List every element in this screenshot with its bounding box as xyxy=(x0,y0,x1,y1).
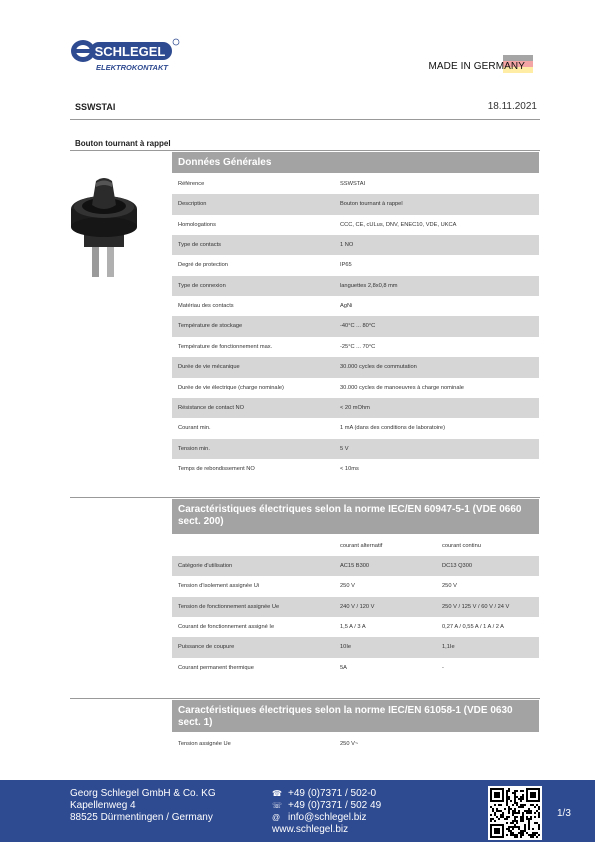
table-row xyxy=(172,174,539,194)
row-value: < 10ms xyxy=(340,465,359,472)
section-general-title: Données Générales xyxy=(172,152,539,173)
row-label: Courant permanent thermique xyxy=(178,664,254,671)
table-row xyxy=(172,215,539,235)
table-row xyxy=(172,734,539,754)
table-row xyxy=(172,637,539,657)
phone-icon: ☎ xyxy=(272,789,282,798)
table-row xyxy=(172,357,539,377)
row-value: languettes 2,8x0,8 mm xyxy=(340,282,398,289)
document-date: 18.11.2021 xyxy=(487,101,537,112)
made-in-germany: MADE IN GERMANY xyxy=(428,61,525,72)
fax-icon: ☏ xyxy=(272,801,283,810)
row-label: Matériau des contacts xyxy=(178,303,234,310)
fax-number[interactable]: +49 (0)7371 / 502 49 xyxy=(288,800,382,811)
table-row xyxy=(172,255,539,275)
row-value-ac: 1,5 A / 3 A xyxy=(340,624,366,631)
row-label: Température de stockage xyxy=(178,323,243,330)
row-label: Durée de vie mécanique xyxy=(178,364,240,371)
table-row xyxy=(172,337,539,357)
row-value-dc: 1,1Ie xyxy=(442,644,455,651)
row-value-dc: 0,27 A / 0,55 A / 1 A / 2 A xyxy=(442,624,504,631)
row-value: SSWSTAI xyxy=(340,181,366,187)
row-value: -40°C ... 80°C xyxy=(340,323,376,330)
row-label: Résistance de contact NO xyxy=(178,404,245,411)
brand-logo xyxy=(70,38,180,72)
table-row xyxy=(172,398,539,418)
product-image xyxy=(70,175,138,285)
row-value: AgNi xyxy=(340,303,353,310)
divider xyxy=(70,698,540,699)
at-icon: @ xyxy=(272,813,281,822)
footer xyxy=(0,780,595,842)
row-value: < 20 mOhm xyxy=(340,404,370,411)
row-value: 1 NO xyxy=(340,242,354,249)
row-label: Puissance de coupure xyxy=(178,644,235,651)
column-headers xyxy=(172,536,539,556)
column-header-dc: courant continu xyxy=(442,543,481,549)
table-row xyxy=(172,576,539,596)
table-row xyxy=(172,439,539,459)
row-label: Tension assignée Ue xyxy=(178,741,231,747)
table-row xyxy=(172,194,539,214)
row-value: 250 V~ xyxy=(340,741,359,747)
row-label: Tension min. xyxy=(178,445,210,452)
row-value: CCC, CE, cULus, DNV, ENEC10, VDE, UKCA xyxy=(340,221,457,228)
brand-name: SCHLEGEL xyxy=(94,44,166,59)
row-label: Homologations xyxy=(178,221,216,228)
row-value: IP65 xyxy=(340,262,352,269)
footer-address xyxy=(70,788,216,824)
website-link[interactable]: www.schlegel.biz xyxy=(272,824,349,835)
row-label: Courant min. xyxy=(178,425,211,432)
table-row xyxy=(172,658,539,678)
product-code: SSWSTAI xyxy=(75,102,116,112)
brand-subtitle: ELEKTROKONTAKT xyxy=(96,63,168,72)
row-value-dc: - xyxy=(442,664,444,671)
row-label: Tension d'isolement assignée Ui xyxy=(178,583,260,590)
table-row xyxy=(172,617,539,637)
divider xyxy=(70,119,540,120)
row-value-ac: AC15 B300 xyxy=(340,563,370,569)
divider xyxy=(70,497,540,498)
page-number: 1/3 xyxy=(557,808,571,819)
row-value-ac: 240 V / 120 V xyxy=(340,603,375,610)
row-label: Type de contacts xyxy=(178,242,221,249)
row-value: Bouton tournant à rappel xyxy=(340,201,403,208)
section-electrical-1-title: Caractéristiques électriques selon la norme IEC/EN 60947-5-1 (VDE 0660 sect. 200) xyxy=(172,499,539,534)
row-value-dc: 250 V xyxy=(442,583,457,590)
product-subtitle: Bouton tournant à rappel xyxy=(75,139,171,148)
table-row xyxy=(172,418,539,438)
row-value: 1 mA (dans des conditions de laboratoire) xyxy=(340,425,445,432)
row-label: Référence xyxy=(178,181,205,187)
table-row xyxy=(172,296,539,316)
row-value: -25°C ... 70°C xyxy=(340,343,376,350)
row-value: 5 V xyxy=(340,445,349,452)
row-value-ac: 5A xyxy=(340,664,347,671)
company-name: Georg Schlegel GmbH & Co. KG xyxy=(70,788,216,799)
column-header-ac: courant alternatif xyxy=(340,543,383,549)
row-label: Degré de protection xyxy=(178,262,228,269)
table-row xyxy=(172,597,539,617)
street: Kapellenweg 4 xyxy=(70,800,136,811)
row-value: 30.000 cycles de manoeuvres à charge nominale xyxy=(340,384,464,391)
table-row xyxy=(172,276,539,296)
row-label: Tension de fonctionnement assignée Ue xyxy=(178,603,280,610)
row-value: 30.000 cycles de commutation xyxy=(340,364,417,371)
city: 88525 Dürmentingen / Germany xyxy=(70,812,213,823)
table-row xyxy=(172,235,539,255)
divider xyxy=(70,150,540,151)
qr-code xyxy=(488,786,542,840)
row-label: Type de connexion xyxy=(178,282,226,289)
table-row xyxy=(172,378,539,398)
email-link[interactable]: info@schlegel.biz xyxy=(288,812,367,823)
table-row xyxy=(172,316,539,336)
row-label: Durée de vie électrique (charge nominale) xyxy=(178,384,284,391)
row-label: Description xyxy=(178,201,207,208)
row-label: Temps de rebondissement NO xyxy=(178,465,255,472)
table-row xyxy=(172,459,539,479)
table-row xyxy=(172,556,539,576)
section-electrical-2-title: Caractéristiques électriques selon la norme IEC/EN 61058-1 (VDE 0630 sect. 1) xyxy=(172,700,539,732)
phone-number[interactable]: +49 (0)7371 / 502-0 xyxy=(288,788,377,799)
row-label: Température de fonctionnement max. xyxy=(178,343,273,350)
row-label: Catégorie d'utilisation xyxy=(178,563,233,569)
row-value-ac: 250 V xyxy=(340,583,355,590)
row-value-dc: DC13 Q300 xyxy=(442,563,473,569)
row-value-ac: 10Ie xyxy=(340,644,352,651)
row-label: Courant de fonctionnement assigné Ie xyxy=(178,624,275,631)
row-value-dc: 250 V / 125 V / 60 V / 24 V xyxy=(442,603,510,610)
footer-contact xyxy=(272,788,381,836)
